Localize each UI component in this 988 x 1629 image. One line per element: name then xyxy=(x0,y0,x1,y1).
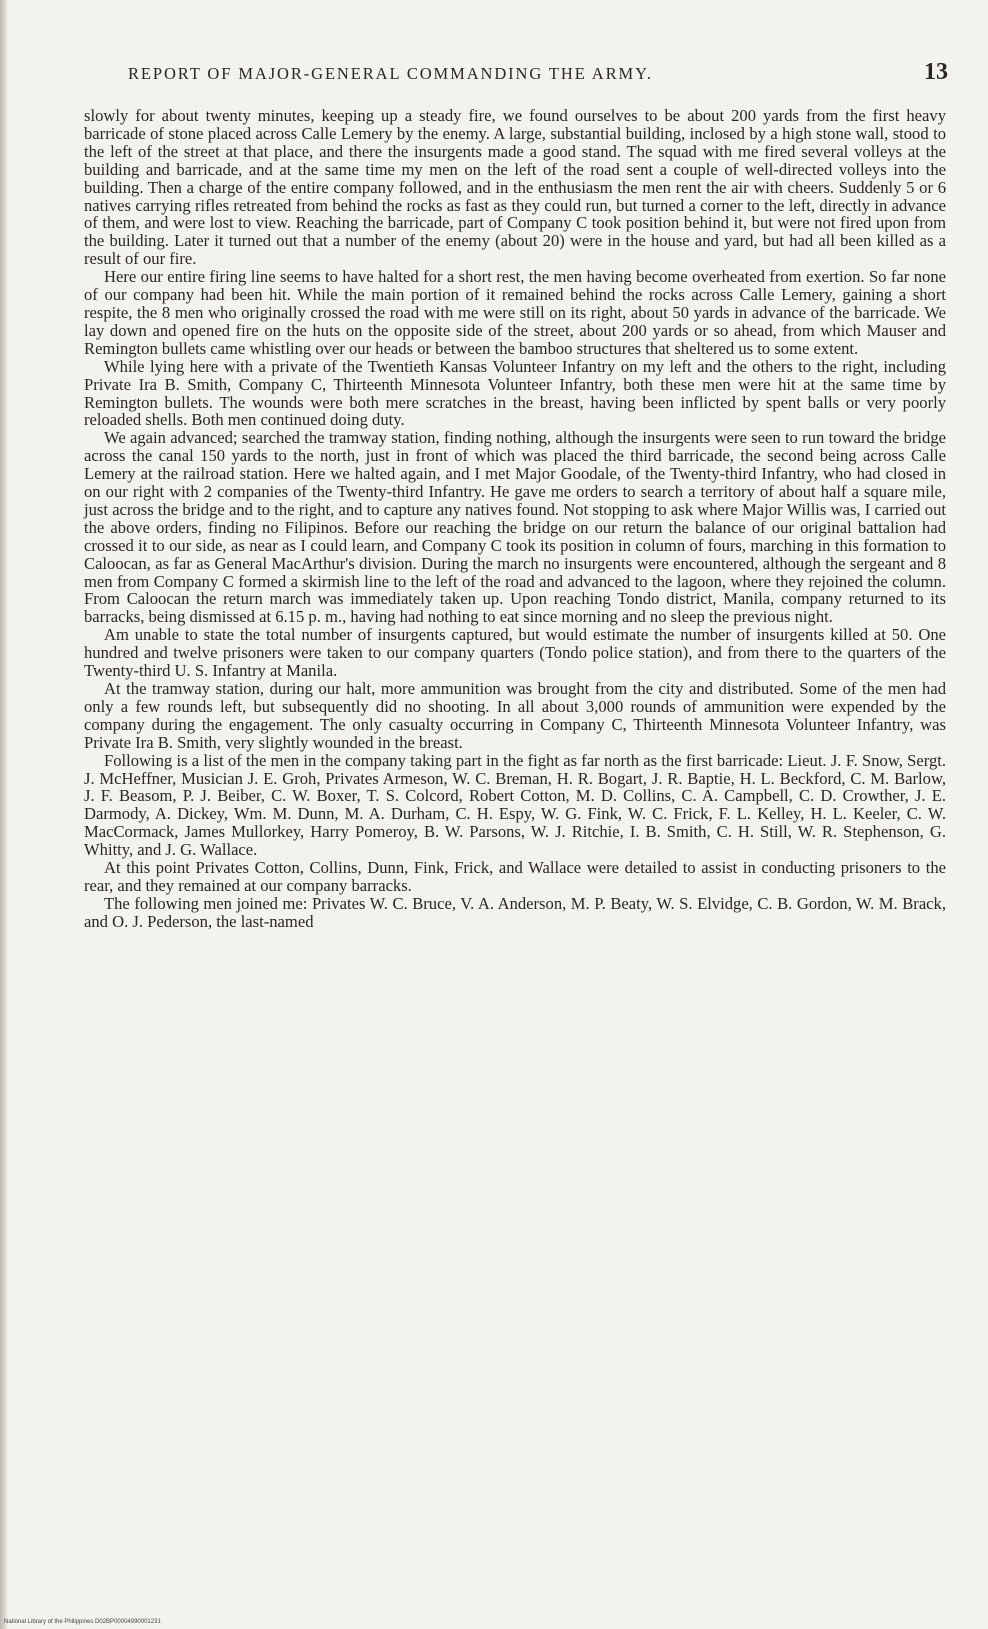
page-number: 13 xyxy=(924,59,948,85)
paragraph-8: At this point Privates Cotton, Collins, Dunn, Fink, Frick, and Wallace were detailed to assist in conducting prisoners to the rear, and they remained at our company barracks. xyxy=(84,858,946,895)
paragraph-3: While lying here with a private of the Twentieth Kansas Volunteer Infantry on my left and the others to the right, including Private Ira B. Smith, Company C, Thirteenth Minnesota Volunteer Infantry, both these men were hit at the same time by Remington bullets. The wounds were both mere scratches in the breast, having been inflicted by spent balls or very poorly reloaded shells. Both men continued doing duty. xyxy=(84,356,946,430)
library-stamp: National Library of the Philippines D02BP00004990001231 xyxy=(4,1619,161,1625)
paragraph-2: Here our entire firing line seems to have halted for a short rest, the men having become overheated from exertion. So far none of our company had been hit. While the main portion of it remained behind the rocks across Calle Lemery, gaining a short respite, the 8 men who originally crossed the road with me were still on its right, about 50 yards in advance of the barricade. We lay down and opened fire on the huts on the opposite side of the street, about 200 yards or so ahead, from which Mauser and Remington bullets came whistling over our heads or between the bamboo structures that sheltered us to some extent. xyxy=(84,267,946,358)
report-body xyxy=(84,107,946,931)
paragraph-1: slowly for about twenty minutes, keeping up a steady fire, we found ourselves to be about 200 yards from the first heavy barricade of stone placed across Calle Lemery by the enemy. A large, substantial building, inclosed by a high stone wall, stood to the left of the street at that place, and there the insurgents made a good stand. The squad with me fired several volleys at the building and barricade, and at the same time my men on the left of the road sent a couple of well-directed volleys into the building. Then a charge of the entire company followed, and in the enthusiasm the men rent the air with cheers. Suddenly 5 or 6 natives carrying rifles retreated from behind the rocks as fast as they could run, but turned a corner to the left, directly in advance of them, and were lost to view. Reaching the barricade, part of Company C took position behind it, but were not fired upon from the building. Later it turned out that a number of the enemy (about 20) were in the house and yard, but had all been killed as a result of our fire. xyxy=(84,106,946,269)
paragraph-7: Following is a list of the men in the company taking part in the fight as far north as the first barricade: Lieut. J. F. Snow, Sergt. J. McHeffner, Musician J. E. Groh, Privates Armeson, W. C. Breman, H. R. Bogart, J. R. Baptie, H. L. Beckford, C. M. Barlow, J. F. Beasom, P. J. Beiber, C. W. Boxer, T. S. Colcord, Robert Cotton, M. D. Collins, C. A. Campbell, C. D. Crowther, J. E. Darmody, A. Dickey, Wm. M. Dunn, M. A. Durham, C. H. Espy, W. G. Fink, W. C. Frick, F. L. Kelley, H. L. Keeler, C. W. MacCormack, James Mullorkey, Harry Pomeroy, B. W. Parsons, W. J. Ritchie, I. B. Smith, C. H. Still, W. R. Stephenson, G. Whitty, and J. G. Wallace. xyxy=(84,750,946,860)
paragraph-5: Am unable to state the total number of insurgents captured, but would estimate the number of insurgents killed at 50. One hundred and twelve prisoners were taken to our company quarters (Tondo police station), and from there to the quarters of the Twenty-third U. S. Infantry at Manila. xyxy=(84,625,946,681)
page-binding-edge xyxy=(0,0,7,1629)
paragraph-9: The following men joined me: Privates W. C. Bruce, V. A. Anderson, M. P. Beaty, W. S. Elvidge, C. B. Gordon, W. M. Brack, and O. J. Pederson, the last-named xyxy=(84,893,946,931)
running-head: REPORT OF MAJOR-GENERAL COMMANDING THE ARMY. xyxy=(128,64,653,83)
page-header xyxy=(128,59,948,88)
paragraph-4: We again advanced; searched the tramway station, finding nothing, although the insurgents were seen to run toward the bridge across the canal 150 yards to the north, just in front of which was placed the third barricade, the second being across Calle Lemery at the railroad station. Here we halted again, and I met Major Goodale, of the Twenty-third Infantry, who had closed in on our right with 2 companies of the Twenty-third Infantry. He gave me orders to search a territory of about half a square mile, just across the bridge and to the right, and to capture any natives found. Not stopping to ask where Major Willis was, I carried out the above orders, finding no Filipinos. Before our reaching the bridge on our return the balance of our original battalion had crossed it to our side, as near as I could learn, and Company C took its position in column of fours, marching in this formation to Caloocan, as far as General MacArthur's division. During the march no insurgents were encountered, although the sergeant and 8 men from Company C formed a skirmish line to the left of the road and advanced to the lagoon, where they rejoined the column. From Caloocan the return march was immediately taken up. Upon reaching Tondo district, Manila, company returned to its barracks, being dismissed at 6.15 p. m., having had nothing to eat since morning and no sleep the previous night. xyxy=(84,428,946,627)
paragraph-6: At the tramway station, during our halt, more ammunition was brought from the city and distributed. Some of the men had only a few rounds left, but subsequently did no shooting. In all about 3,000 rounds of ammunition were expended by the company during the engagement. The only casualty occurring in Company C, Thirteenth Minnesota Volunteer Infantry, was Private Ira B. Smith, very slightly wounded in the breast. xyxy=(84,679,946,752)
